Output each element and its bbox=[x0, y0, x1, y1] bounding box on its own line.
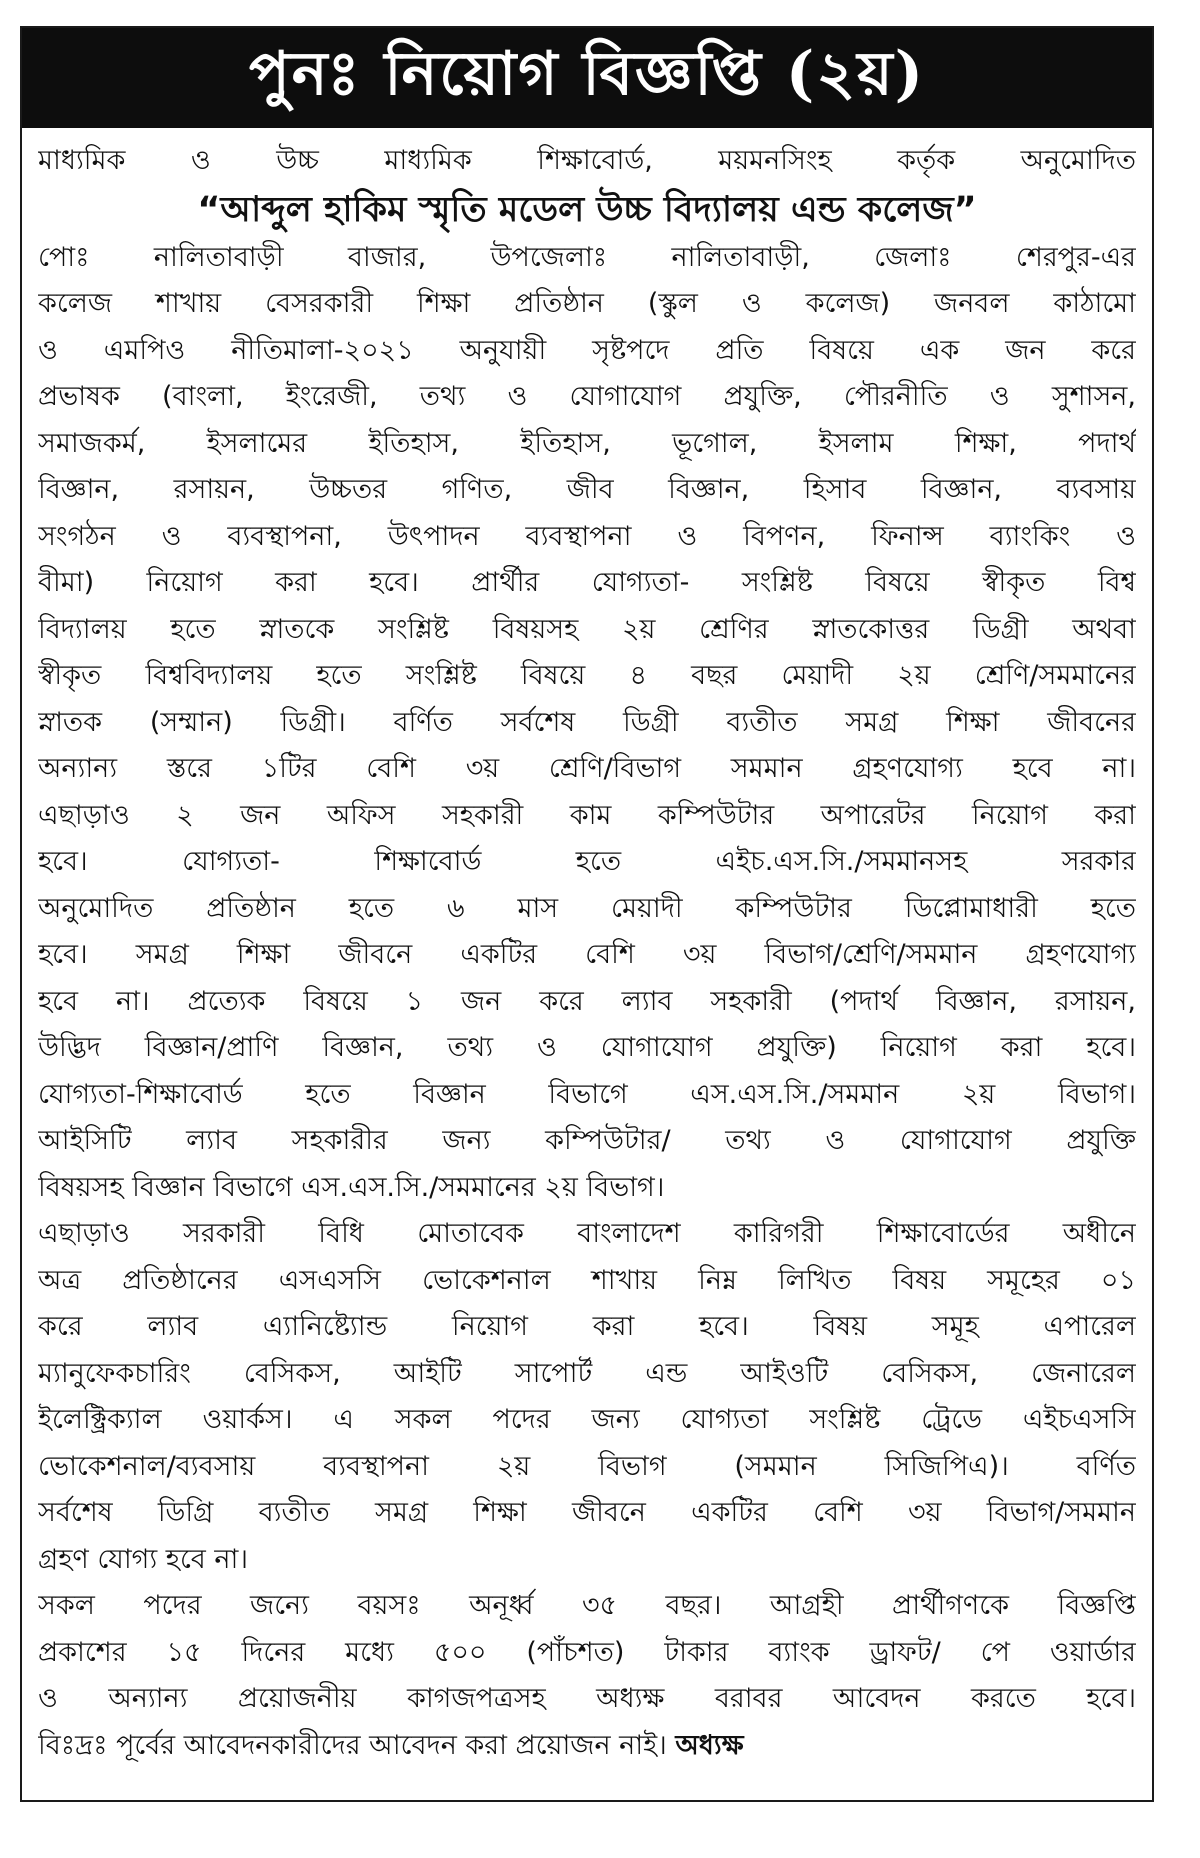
body-line: বিষয়সহ বিজ্ঞান বিভাগে এস.এস.সি./সমমানের ২য় বিভাগ। bbox=[38, 1171, 665, 1203]
body-line: স্নাতক (সম্মান) ডিগ্রী। বর্ণিত সর্বশেষ ডিগ্রী ব্যতীত সমগ্র শিক্ষা জীবনের bbox=[38, 706, 1136, 738]
body-line: আইসিটি ল্যাব সহকারীর জন্য কম্পিউটার/ তথ্য ও যোগাযোগ প্রযুক্তি bbox=[38, 1125, 1136, 1156]
body-line: কলেজ শাখায় বেসরকারী শিক্ষা প্রতিষ্ঠান (স্কুল ও কলেজ) জনবল কাঠামো bbox=[38, 288, 1136, 319]
notice-frame bbox=[20, 26, 1154, 1802]
signatory: অধ্যক্ষ bbox=[675, 1729, 744, 1761]
body-line: প্রভাষক (বাংলা, ইংরেজী, তথ্য ও যোগাযোগ প্রযুক্তি, পৌরনীতি ও সুশাসন, bbox=[38, 381, 1136, 412]
body-line: সমাজকর্ম, ইসলামের ইতিহাস, ইতিহাস, ভূগোল, ইসলাম শিক্ষা, পদার্থ bbox=[38, 427, 1136, 459]
body-line: হবে না। প্রত্যেক বিষয়ে ১ জন করে ল্যাব সহকারী (পদার্থ বিজ্ঞান, রসায়ন, bbox=[38, 985, 1136, 1017]
note-line bbox=[38, 1723, 1136, 1770]
body-line: স্বীকৃত বিশ্ববিদ্যালয় হতে সংশ্লিষ্ট বিষয়ে ৪ বছর মেয়াদী ২য় শ্রেণি/সমমানের bbox=[38, 660, 1136, 691]
body-line: গ্রহণ যোগ্য হবে না। bbox=[38, 1543, 249, 1575]
body-line: ভোকেশনাল/ব্যবসায় ব্যবস্থাপনা ২য় বিভাগ (সমমান সিজিপিএ)। বর্ণিত bbox=[38, 1450, 1136, 1482]
body-line: প্রকাশের ১৫ দিনের মধ্যে ৫০০ (পাঁচশত) টাকার ব্যাংক ড্রাফট/ পে ওয়ার্ডার bbox=[38, 1636, 1136, 1668]
institution-name: “আব্দুল হাকিম স্মৃতি মডেল উচ্চ বিদ্যালয় এন্ড কলেজ” bbox=[197, 189, 977, 230]
body-line: বিজ্ঞান, রসায়ন, উচ্চতর গণিত, জীব বিজ্ঞান, হিসাব বিজ্ঞান, ব্যবসায় bbox=[38, 474, 1136, 505]
body-line: অত্র প্রতিষ্ঠানের এসএসসি ভোকেশনাল শাখায় নিম্ন লিখিত বিষয় সমূহের ০১ bbox=[38, 1264, 1136, 1296]
notice-title: পুনঃ নিয়োগ বিজ্ঞপ্তি (২য়) bbox=[22, 28, 1152, 128]
body-line: এছাড়াও ২ জন অফিস সহকারী কাম কম্পিউটার অপারেটর নিয়োগ করা bbox=[38, 799, 1136, 831]
notice-body bbox=[38, 138, 1136, 1788]
body-line: উদ্ভিদ বিজ্ঞান/প্রাণি বিজ্ঞান, তথ্য ও যোগাযোগ প্রযুক্তি) নিয়োগ করা হবে। bbox=[38, 1032, 1136, 1063]
body-line: ম্যানুফেকচারিং বেসিকস, আইটি সাপোর্ট এন্ড আইওটি বেসিকস, জেনারেল bbox=[38, 1357, 1136, 1389]
body-line: ও এমপিও নীতিমালা-২০২১ অনুযায়ী সৃষ্টপদে প্রতি বিষয়ে এক জন করে bbox=[38, 334, 1136, 366]
body-line: ও অন্যান্য প্রয়োজনীয় কাগজপত্রসহ অধ্যক্ষ বরাবর আবেদন করতে হবে। bbox=[38, 1683, 1136, 1714]
body-line: সকল পদের জন্যে বয়সঃ অনূর্ধ্ব ৩৫ বছর। আগ্রহী প্রার্থীগণকে বিজ্ঞপ্তি bbox=[38, 1590, 1136, 1621]
body-line: পোঃ নালিতাবাড়ী বাজার, উপজেলাঃ নালিতাবাড়ী, জেলাঃ শেরপুর-এর bbox=[38, 241, 1136, 273]
body-line: ইলেক্ট্রিক্যাল ওয়ার্কস। এ সকল পদের জন্য যোগ্যতা সংশ্লিষ্ট ট্রেডে এইচএসসি bbox=[38, 1404, 1136, 1435]
body-line: করে ল্যাব এ্যানিষ্ট্যোন্ড নিয়োগ করা হবে। বিষয় সমূহ এপারেল bbox=[38, 1311, 1136, 1342]
body-line: হবে। যোগ্যতা- শিক্ষাবোর্ড হতে এইচ.এস.সি./সমমানসহ সরকার bbox=[38, 846, 1136, 877]
body-line: সর্বশেষ ডিগ্রি ব্যতীত সমগ্র শিক্ষা জীবনে একটির বেশি ৩য় বিভাগ/সমমান bbox=[38, 1497, 1136, 1528]
body-line: অনুমোদিত প্রতিষ্ঠান হতে ৬ মাস মেয়াদী কম্পিউটার ডিপ্লোমাধারী হতে bbox=[38, 892, 1136, 924]
approval-line: মাধ্যমিক ও উচ্চ মাধ্যমিক শিক্ষাবোর্ড, ময়মনসিংহ কর্তৃক অনুমোদিত bbox=[38, 145, 1136, 176]
body-line: হবে। সমগ্র শিক্ষা জীবনে একটির বেশি ৩য় বিভাগ/শ্রেণি/সমমান গ্রহণযোগ্য bbox=[38, 939, 1136, 970]
body-line: বীমা) নিয়োগ করা হবে। প্রার্থীর যোগ্যতা- সংশ্লিষ্ট বিষয়ে স্বীকৃত বিশ্ব bbox=[38, 567, 1136, 598]
body-line: বিদ্যালয় হতে স্নাতকে সংশ্লিষ্ট বিষয়সহ ২য় শ্রেণির স্নাতকোত্তর ডিগ্রী অথবা bbox=[38, 613, 1136, 645]
body-line: যোগ্যতা-শিক্ষাবোর্ড হতে বিজ্ঞান বিভাগে এস.এস.সি./সমমান ২য় বিভাগ। bbox=[38, 1078, 1136, 1110]
body-line: অন্যান্য স্তরে ১টির বেশি ৩য় শ্রেণি/বিভাগ সমমান গ্রহণযোগ্য হবে না। bbox=[38, 753, 1136, 784]
body-line: এছাড়াও সরকারী বিধি মোতাবেক বাংলাদেশ কারিগরী শিক্ষাবোর্ডের অধীনে bbox=[38, 1218, 1136, 1249]
body-line: সংগঠন ও ব্যবস্থাপনা, উৎপাদন ব্যবস্থাপনা ও বিপণন, ফিনান্স ব্যাংকিং ও bbox=[38, 520, 1136, 552]
note-text: বিঃদ্রঃ পূর্বের আবেদনকারীদের আবেদন করা প্রয়োজন নাই। bbox=[38, 1729, 667, 1761]
